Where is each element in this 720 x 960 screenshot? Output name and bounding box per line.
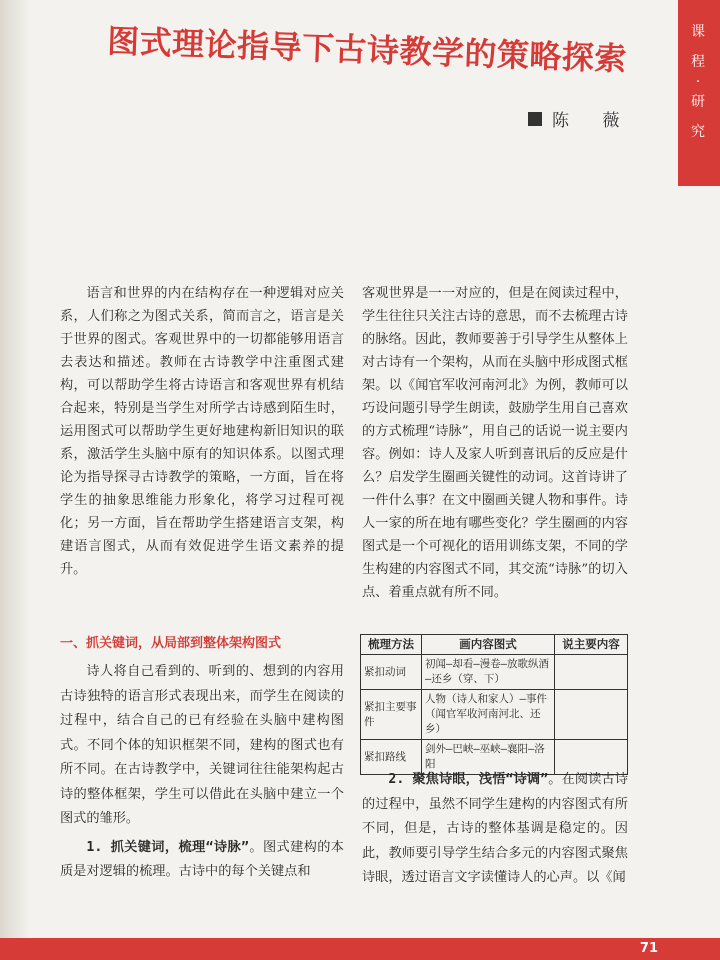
- side-tab-char: 课: [691, 24, 705, 40]
- intro-left-column: [60, 282, 344, 581]
- table-method-cell: 紧扣动词: [361, 655, 422, 690]
- page-binding-shadow: [0, 0, 30, 960]
- subsection-text: 。在阅读古诗的过程中，虽然不同学生建构的内容图式有所不同，但是，古诗的整体基调是稳定的。因此，教师要引导学生结合多元的内容图式聚焦诗眼，透过语言文字读懂诗人的心声。以《闻: [362, 772, 629, 885]
- table-content-cell: 初闻—却看—漫卷—放歌纵酒—还乡（穿、下）: [422, 655, 555, 690]
- intro-paragraph: 语言和世界的内在结构存在一种逻辑对应关系，人们称之为图式关系，简而言之，语言是关于世界的图式。客观世界中的一切都能够用语言去表达和描述。教师在古诗教学中注重图式建构，可以帮助学生将古诗语言和客观世界有机结合起来，特别是当学生对所学古诗感到陌生时，运用图式可以帮助学生更好地建构新旧知识的联系，激活学生头脑中原有的知识体系。以图式理论为指导探寻古诗教学的策略，一方面，旨在将学生的抽象思维能力形象化，将学习过程可视化；另一方面，旨在帮助学生搭建语言支架，构建语言图式，从而有效促进学生语文素养的提升。: [60, 286, 344, 577]
- table-summary-cell: [555, 655, 628, 690]
- subsection-heading: 2. 聚焦诗眼，浅悟“诗调”: [388, 772, 549, 787]
- table-summary-cell: [555, 690, 628, 740]
- author-line: [528, 106, 633, 131]
- table-content-cell: 剑外—巴峡—巫峡—襄阳—洛阳: [422, 740, 555, 775]
- author-square-icon: [528, 112, 542, 126]
- section-side-tab: [678, 0, 720, 186]
- section-paragraph: 诗人将自己看到的、听到的、想到的内容用古诗独特的语言形式表现出来，而学生在阅读的过程中，结合自己的已有经验在头脑中建构图式。不同个体的知识框架不同，建构的图式也有所不同。在古诗教学中，关键词往往能架构起古诗的整体框架，学生可以借此在头脑中建立一个图式的雏形。: [60, 664, 344, 826]
- table-row: [361, 690, 628, 740]
- table-row: [361, 655, 628, 690]
- intro-continued-paragraph: 客观世界是一一对应的，但是在阅读过程中，学生往往只关注古诗的意思，而不去梳理古诗的脉络。因此，教师要善于引导学生从整体上对古诗有一个架构，从而在头脑中形成图式框架。以《闻官军收河南河北》为例，教师可以巧设问题引导学生朗读，鼓励学生用自己喜欢的方式梳理“诗脉”，用自己的话说一说主要内容。例如：诗人及家人听到喜讯后的反应是什么？启发学生圈画关键性的动词。这首诗讲了一件什么事？在文中圈画关键人物和事件。诗人一家的所在地有哪些变化？学生圈画的内容图式是一个可视化的语用训练支架，不同的学生构建的内容图式不同，其交流“诗脉”的切入点、着重点就有所不同。: [362, 286, 628, 600]
- side-tab-char: 究: [691, 124, 705, 140]
- table-content-cell: 人物（诗人和家人）—事件（闻官军收河南河北、还乡）: [422, 690, 555, 740]
- section-heading: 一、抓关键词，从局部到整体架构图式: [60, 636, 282, 651]
- footer-bar: [0, 938, 720, 960]
- section-left-column: [60, 660, 344, 885]
- side-tab-char: ·: [695, 74, 701, 90]
- subsection-text: 。图式建构的本质是对逻辑的梳理。古诗中的每个关键点和: [60, 839, 344, 879]
- table-header-row: [361, 635, 628, 655]
- section-right-column: [362, 768, 628, 891]
- side-tab-char: 程: [691, 54, 705, 70]
- subsection-paragraph: [362, 768, 628, 891]
- table-method-cell: 紧扣主要事件: [361, 690, 422, 740]
- table-header-cell: 说主要内容: [555, 635, 628, 655]
- subsection-heading: 1. 抓关键词，梳理“诗脉”: [86, 839, 249, 855]
- table-header-cell: 梳理方法: [361, 635, 422, 655]
- table-method-cell: 紧扣路线: [361, 740, 422, 775]
- author-name: 陈 薇: [552, 111, 634, 131]
- page-number: 71: [639, 941, 658, 956]
- side-tab-char: 研: [691, 94, 705, 110]
- article-title: 图式理论指导下古诗教学的策略探索: [106, 21, 628, 79]
- table-header-cell: 画内容图式: [422, 635, 555, 655]
- intro-right-column: [362, 282, 628, 604]
- content-schema-table: [360, 634, 628, 775]
- subsection-paragraph: [60, 836, 344, 885]
